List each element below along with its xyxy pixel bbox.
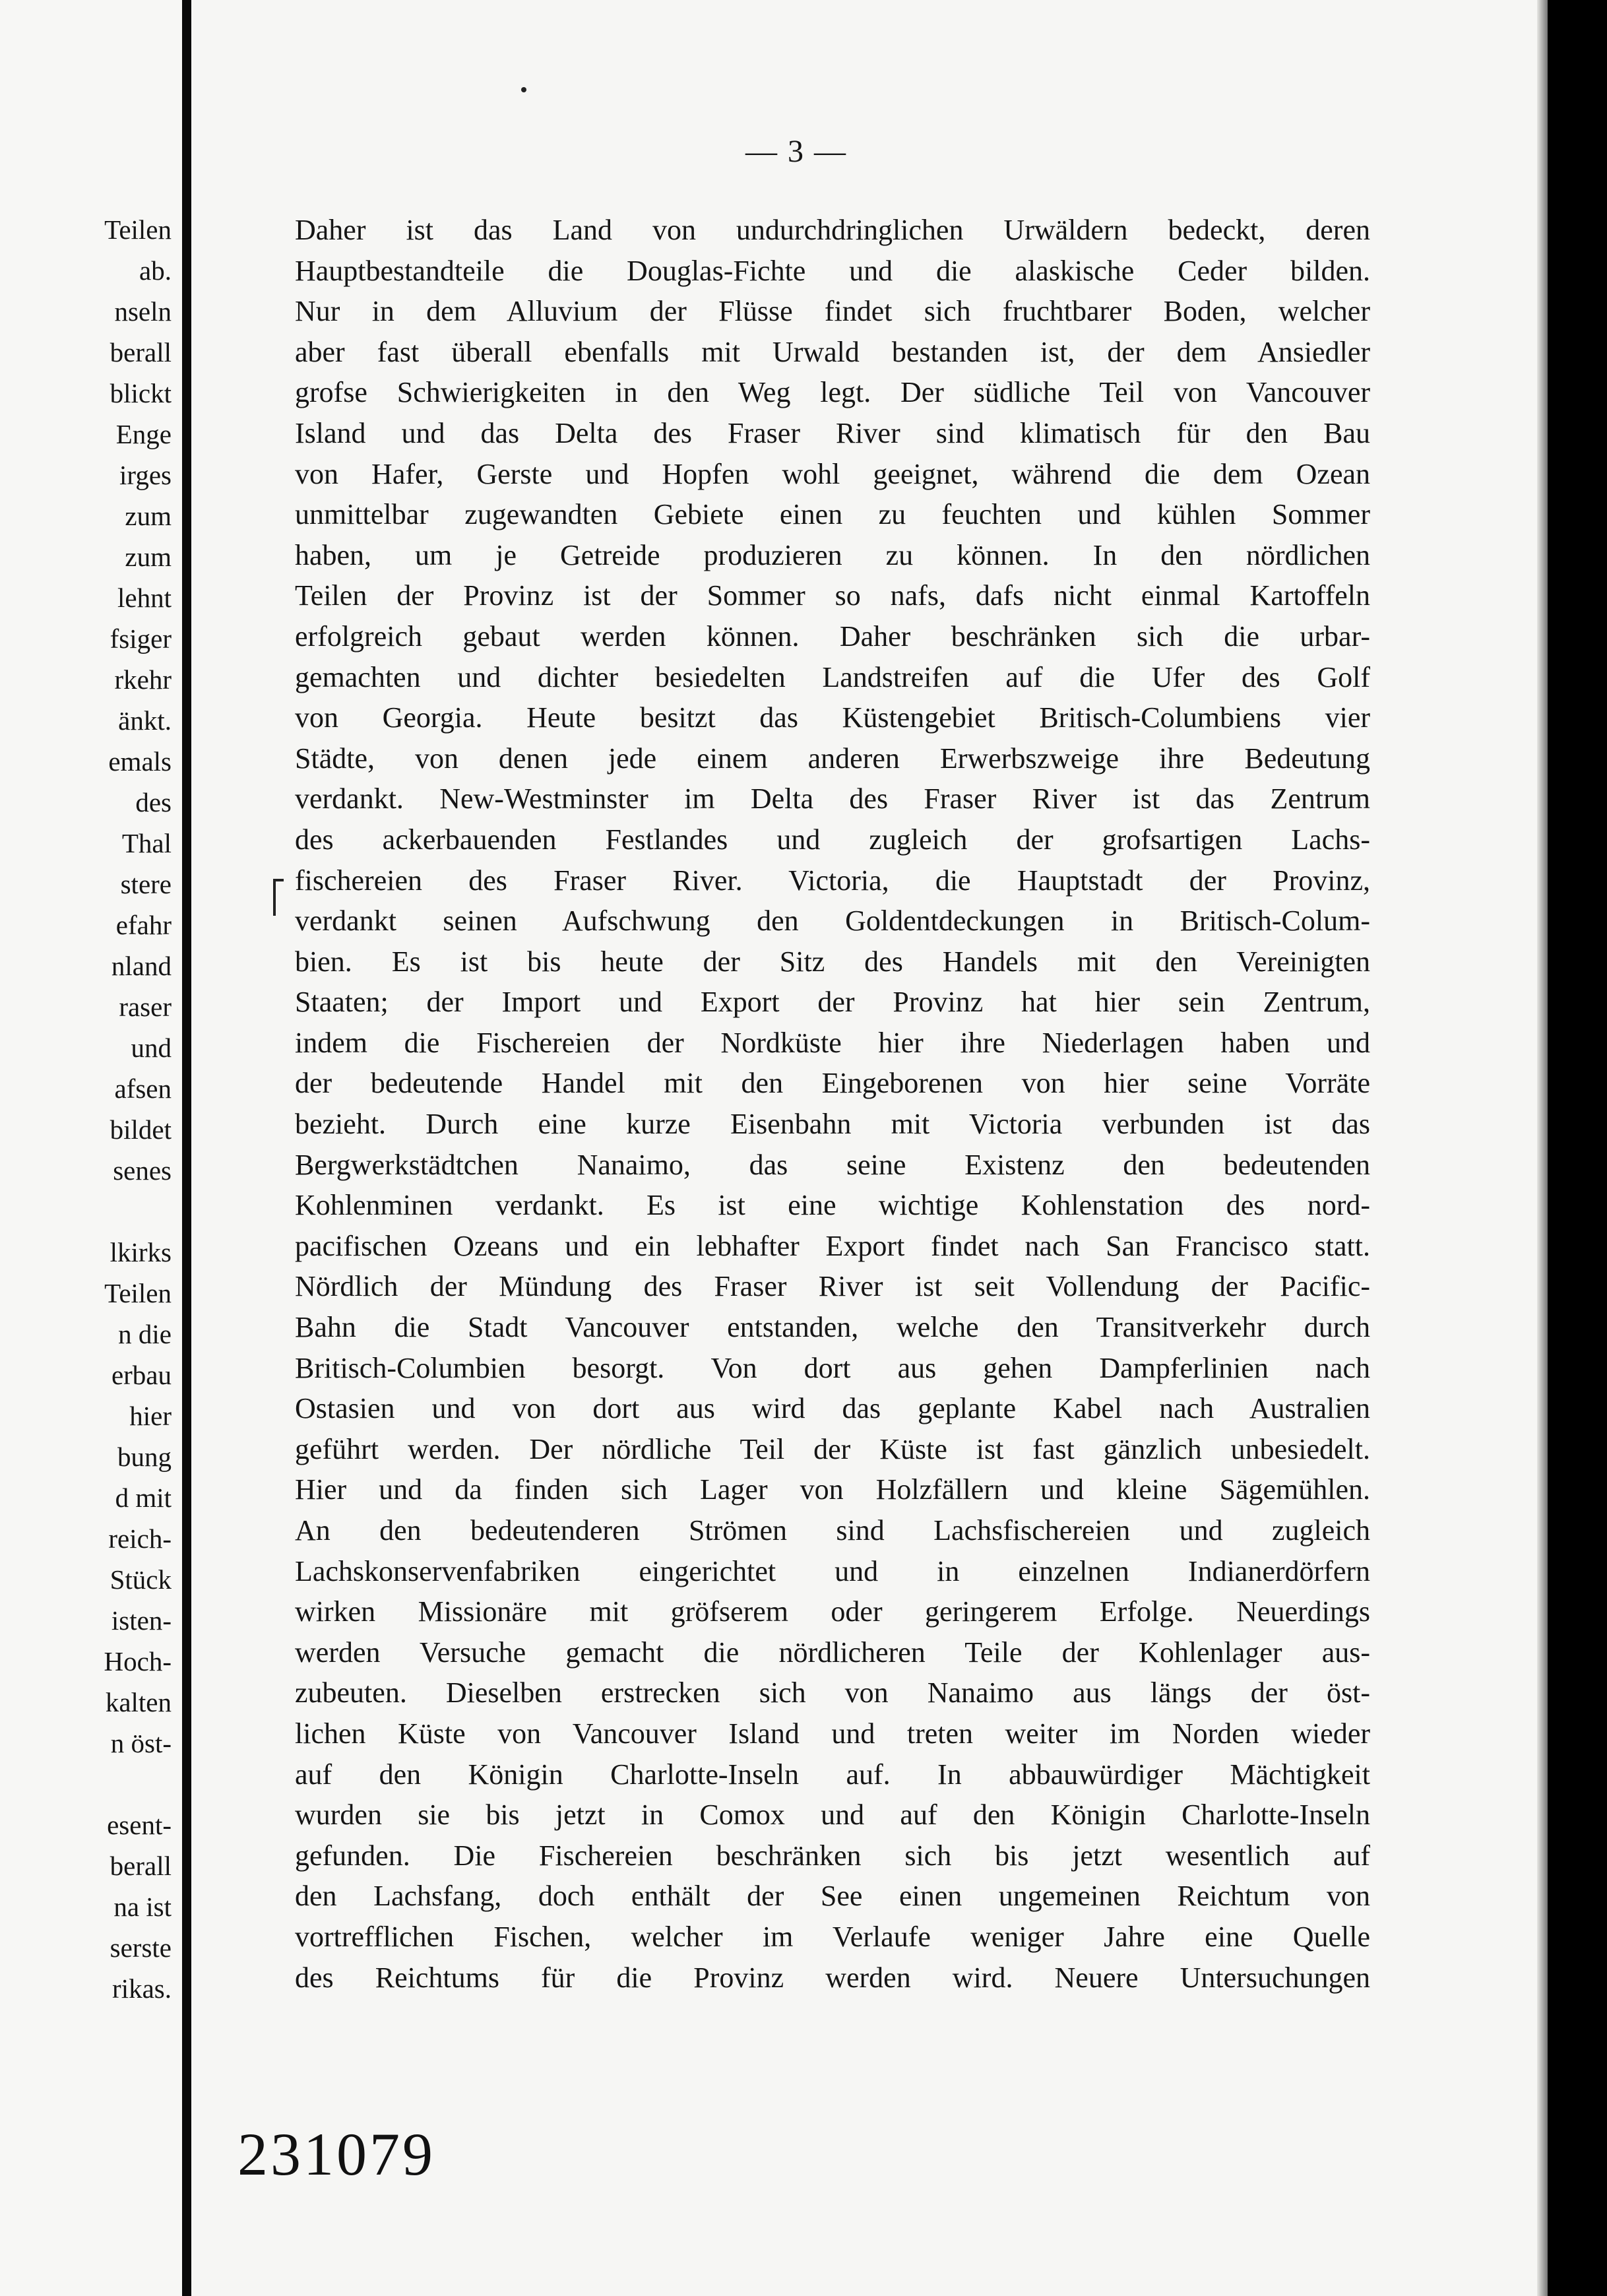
previous-page-fragment: n die xyxy=(118,1319,172,1349)
text-line: fischereien des Fraser River. Victoria, die Hauptstadt der Provinz, xyxy=(295,864,1370,897)
previous-page-fragment: isten- xyxy=(111,1605,172,1636)
previous-page-strip xyxy=(0,0,182,2296)
previous-page-fragment: Thal xyxy=(121,828,172,858)
margin-bracket-mark xyxy=(270,877,285,917)
text-line: geführt werden. Der nördliche Teil der Küste ist fast gänzlich unbesiedelt. xyxy=(295,1432,1370,1465)
previous-page-fragment: rikas. xyxy=(112,1973,172,2004)
text-line: Teilen der Provinz ist der Sommer so nafs, dafs nicht einmal Kartoffeln xyxy=(295,579,1370,612)
previous-page-fragment: efahr xyxy=(115,910,172,940)
previous-page-fragment: des xyxy=(135,787,172,817)
previous-page-fragment: zum xyxy=(125,542,172,572)
text-line: des ackerbauenden Festlandes und zugleich der grofsartigen Lachs- xyxy=(295,823,1370,856)
text-line: vortrefflichen Fischen, welcher im Verlaufe weniger Jahre eine Quelle xyxy=(295,1920,1370,1953)
text-line: Städte, von denen jede einem anderen Erwerbszweige ihre Bedeutung xyxy=(295,742,1370,775)
text-line: Hauptbestandteile die Douglas-Fichte und die alaskische Ceder bilden. xyxy=(295,254,1370,287)
text-line: werden Versuche gemacht die nördlicheren Teile der Kohlenlager aus- xyxy=(295,1636,1370,1669)
text-line: erfolgreich gebaut werden können. Daher beschränken sich die urbar- xyxy=(295,620,1370,653)
text-line: gefunden. Die Fischereien beschränken sich bis jetzt wesentlich auf xyxy=(295,1839,1370,1872)
text-line: Bahn die Stadt Vancouver entstanden, welche den Transitverkehr durch xyxy=(295,1311,1370,1344)
previous-page-fragment: esent- xyxy=(107,1810,172,1840)
previous-page-fragment: änkt. xyxy=(118,705,172,736)
text-line: Island und das Delta des Fraser River sind klimatisch für den Bau xyxy=(295,416,1370,449)
page-edge-shadow xyxy=(1537,0,1548,2296)
previous-page-fragment: nland xyxy=(111,951,172,981)
text-line: grofse Schwierigkeiten in den Weg legt. Der südliche Teil von Vancouver xyxy=(295,376,1370,409)
catalog-number: 231079 xyxy=(237,2121,435,2188)
previous-page-fragment: raser xyxy=(119,992,172,1022)
text-line: Staaten; der Import und Export der Provinz hat hier sein Zentrum, xyxy=(295,986,1370,1019)
text-line: gemachten und dichter besiedelten Landstreifen auf die Ufer des Golf xyxy=(295,660,1370,693)
previous-page-fragment: afsen xyxy=(114,1073,172,1104)
text-line: Kohlenminen verdankt. Es ist eine wichtige Kohlenstation des nord- xyxy=(295,1189,1370,1222)
previous-page-fragment: und xyxy=(131,1033,172,1063)
binding-gutter xyxy=(182,0,191,2296)
previous-page-fragment: fsiger xyxy=(110,623,172,654)
previous-page-fragment: irges xyxy=(119,460,172,490)
ink-speck xyxy=(521,87,526,92)
previous-page-fragment: lehnt xyxy=(117,583,172,613)
previous-page-fragment: Teilen xyxy=(104,214,172,245)
previous-page-fragment: bildet xyxy=(110,1114,172,1145)
previous-page-fragment: serste xyxy=(110,1932,172,1963)
previous-page-fragment: Enge xyxy=(115,419,172,449)
text-line: den Lachsfang, doch enthält der See einen ungemeinen Reichtum von xyxy=(295,1880,1370,1913)
text-line: Ostasien und von dort aus wird das geplante Kabel nach Australien xyxy=(295,1392,1370,1425)
text-line: bien. Es ist bis heute der Sitz des Handels mit den Vereinigten xyxy=(295,945,1370,978)
previous-page-fragment: na ist xyxy=(113,1892,172,1922)
previous-page-fragment: erbau xyxy=(111,1360,172,1390)
previous-page-fragment: emals xyxy=(108,746,172,777)
previous-page-fragment: senes xyxy=(113,1155,172,1186)
text-line: von Hafer, Gerste und Hopfen wohl geeignet, während die dem Ozean xyxy=(295,457,1370,490)
previous-page-fragment: lkirks xyxy=(110,1237,172,1267)
previous-page-fragment: bung xyxy=(117,1442,172,1472)
text-line: auf den Königin Charlotte-Inseln auf. In abbauwürdiger Mächtigkeit xyxy=(295,1758,1370,1791)
text-line: lichen Küste von Vancouver Island und treten weiter im Norden wieder xyxy=(295,1717,1370,1750)
previous-page-fragment: reich- xyxy=(108,1523,172,1554)
text-line: aber fast überall ebenfalls mit Urwald bestanden ist, der dem Ansiedler xyxy=(295,335,1370,368)
text-line: Daher ist das Land von undurchdringlichen Urwäldern bedeckt, deren xyxy=(295,214,1370,246)
previous-page-fragment: rkehr xyxy=(114,664,172,695)
previous-page-fragment: Teilen xyxy=(104,1278,172,1308)
text-line: verdankt seinen Aufschwung den Goldentdeckungen in Britisch-Colum- xyxy=(295,905,1370,938)
previous-page-fragment: hier xyxy=(129,1401,172,1431)
text-line: unmittelbar zugewandten Gebiete einen zu feuchten und kühlen Sommer xyxy=(295,498,1370,531)
text-line: verdankt. New-Westminster im Delta des Fraser River ist das Zentrum xyxy=(295,782,1370,815)
text-line: Bergwerkstädtchen Nanaimo, das seine Existenz den bedeutenden xyxy=(295,1148,1370,1181)
previous-page-fragment: zum xyxy=(125,501,172,531)
page-number: — 3 — xyxy=(745,134,847,169)
text-line: wirken Missionäre mit gröfserem oder geringerem Erfolge. Neuerdings xyxy=(295,1595,1370,1628)
previous-page-fragment: ab. xyxy=(139,255,172,286)
scan-border xyxy=(1548,0,1607,2296)
previous-page-fragment: Stück xyxy=(110,1564,172,1595)
previous-page-fragment: nseln xyxy=(114,296,172,327)
text-line: pacifischen Ozeans und ein lebhafter Export findet nach San Francisco statt. xyxy=(295,1229,1370,1262)
text-line: Britisch-Columbien besorgt. Von dort aus gehen Dampferlinien nach xyxy=(295,1351,1370,1384)
text-line: bezieht. Durch eine kurze Eisenbahn mit Victoria verbunden ist das xyxy=(295,1108,1370,1141)
text-line: An den bedeutenderen Strömen sind Lachsfischereien und zugleich xyxy=(295,1514,1370,1547)
previous-page-fragment: blickt xyxy=(110,378,172,408)
previous-page-fragment: d mit xyxy=(115,1483,172,1513)
text-line: von Georgia. Heute besitzt das Küstengebiet Britisch-Columbiens vier xyxy=(295,701,1370,734)
previous-page-fragment: stere xyxy=(120,869,172,899)
text-line: indem die Fischereien der Nordküste hier ihre Niederlagen haben und xyxy=(295,1026,1370,1059)
text-line: wurden sie bis jetzt in Comox und auf den Königin Charlotte-Inseln xyxy=(295,1799,1370,1832)
previous-page-fragment: n öst- xyxy=(110,1728,172,1758)
text-line: Lachskonservenfabriken eingerichtet und in einzelnen Indianerdörfern xyxy=(295,1554,1370,1587)
previous-page-fragment: Hoch- xyxy=(104,1646,172,1676)
text-line: haben, um je Getreide produzieren zu können. In den nördlichen xyxy=(295,538,1370,571)
text-line: zubeuten. Dieselben erstrecken sich von Nanaimo aus längs der öst- xyxy=(295,1676,1370,1709)
text-line: Hier und da finden sich Lager von Holzfällern und kleine Sägemühlen. xyxy=(295,1473,1370,1506)
previous-page-fragment: berall xyxy=(110,337,172,367)
previous-page-fragment: berall xyxy=(110,1851,172,1881)
text-line: der bedeutende Handel mit den Eingeborenen von hier seine Vorräte xyxy=(295,1067,1370,1100)
text-line: des Reichtums für die Provinz werden wird. Neuere Untersuchungen xyxy=(295,1961,1370,1994)
text-line: Nur in dem Alluvium der Flüsse findet sich fruchtbarer Boden, welcher xyxy=(295,295,1370,328)
text-line: Nördlich der Mündung des Fraser River ist seit Vollendung der Pacific- xyxy=(295,1270,1370,1303)
body-text xyxy=(295,210,1370,1998)
previous-page-fragment: kalten xyxy=(105,1687,172,1717)
